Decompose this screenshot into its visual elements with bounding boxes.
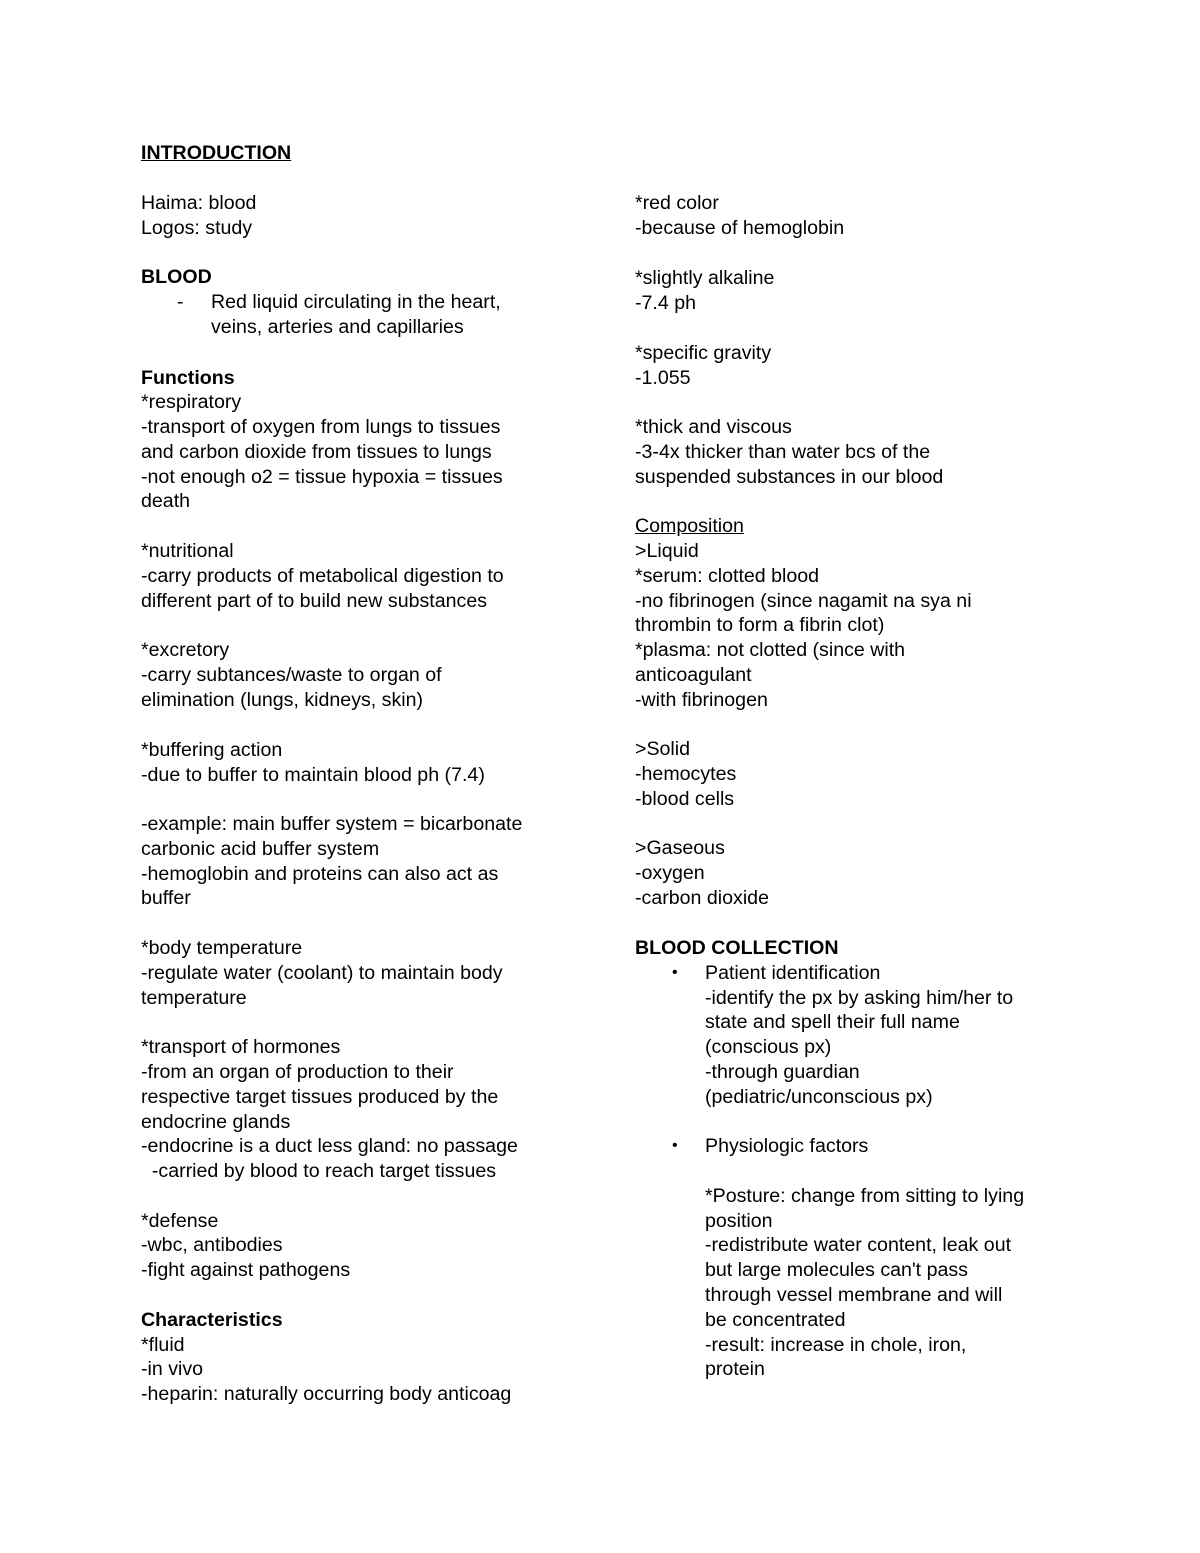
physio-line: through vessel membrane and will (705, 1284, 1003, 1306)
buffer-example-line: -example: main buffer system = bicarbonate (141, 813, 523, 835)
physio-line: protein (705, 1358, 765, 1380)
liquid-line: *plasma: not clotted (since with (635, 639, 906, 661)
patient-id-line: (conscious px) (705, 1036, 832, 1058)
hormones-line: -carried by blood to reach target tissues (141, 1160, 497, 1182)
gaseous-line: -oxygen (635, 862, 705, 884)
hormones-line: respective target tissues produced by the (141, 1086, 499, 1108)
hormones-line: -from an organ of production to their (141, 1061, 454, 1083)
nutritional-line: *nutritional (141, 540, 234, 562)
respiratory-line: *respiratory (141, 391, 242, 413)
solid-line: >Solid (635, 738, 691, 760)
viscous-line: suspended substances in our blood (635, 466, 944, 488)
buffer-example-line: carbonic acid buffer system (141, 838, 380, 860)
patient-id-line: -identify the px by asking him/her to (705, 987, 1014, 1009)
liquid-line: anticoagulant (635, 664, 752, 686)
haima-definition: Haima: blood (141, 192, 257, 214)
liquid-line: -with fibrinogen (635, 689, 768, 711)
nutritional-line: -carry products of metabolical digestion to (141, 565, 504, 587)
heading-introduction: INTRODUCTION (141, 142, 292, 164)
liquid-line: >Liquid (635, 540, 699, 562)
viscous-line: *thick and viscous (635, 416, 792, 438)
buffer-example-line: buffer (141, 887, 191, 909)
heading-blood-collection: BLOOD COLLECTION (635, 937, 839, 959)
hormones-line: endocrine glands (141, 1111, 291, 1133)
heading-functions: Functions (141, 367, 235, 389)
gaseous-line: >Gaseous (635, 837, 725, 859)
defense-line: *defense (141, 1210, 219, 1232)
hormones-line: *transport of hormones (141, 1036, 341, 1058)
temperature-line: *body temperature (141, 937, 303, 959)
patient-id-line: -through guardian (705, 1061, 860, 1083)
solid-line: -hemocytes (635, 763, 737, 785)
temperature-line: temperature (141, 987, 247, 1009)
excretory-line: *excretory (141, 639, 230, 661)
hormones-line: -endocrine is a duct less gland: no passage (141, 1135, 518, 1157)
physio-line: -redistribute water content, leak out (705, 1234, 1012, 1256)
respiratory-line: -transport of oxygen from lungs to tissues (141, 416, 501, 438)
fluid-line: *fluid (141, 1334, 185, 1356)
excretory-line: -carry subtances/waste to organ of (141, 664, 442, 686)
fluid-line: -in vivo (141, 1358, 204, 1380)
heading-blood: BLOOD (141, 266, 212, 288)
defense-line: -fight against pathogens (141, 1259, 351, 1281)
respiratory-line: -not enough o2 = tissue hypoxia = tissues (141, 466, 503, 488)
blood-def-dash: - (177, 291, 184, 313)
red-color-line: -because of hemoglobin (635, 217, 845, 239)
physio-line: *Posture: change from sitting to lying (705, 1185, 1025, 1207)
defense-line: -wbc, antibodies (141, 1234, 283, 1256)
patient-id-line: (pediatric/unconscious px) (705, 1086, 933, 1108)
logos-definition: Logos: study (141, 217, 253, 239)
buffering-line: -due to buffer to maintain blood ph (7.4) (141, 764, 485, 786)
respiratory-line: and carbon dioxide from tissues to lungs (141, 441, 492, 463)
fluid-line: -heparin: naturally occurring body anticoag (141, 1383, 512, 1405)
gaseous-line: -carbon dioxide (635, 887, 769, 909)
buffer-example-line: -hemoglobin and proteins can also act as (141, 863, 499, 885)
gravity-line: -1.055 (635, 367, 691, 389)
physio-line: -result: increase in chole, iron, (705, 1334, 967, 1356)
patient-id-line: state and spell their full name (705, 1011, 960, 1033)
physio-line: position (705, 1210, 773, 1232)
heading-characteristics: Characteristics (141, 1309, 283, 1331)
bullet-icon: • (672, 964, 678, 981)
solid-line: -blood cells (635, 788, 735, 810)
nutritional-line: different part of to build new substances (141, 590, 488, 612)
buffering-line: *buffering action (141, 739, 283, 761)
physio-line: but large molecules can't pass (705, 1259, 968, 1281)
alkaline-line: *slightly alkaline (635, 267, 775, 289)
liquid-line: thrombin to form a fibrin clot) (635, 614, 885, 636)
alkaline-line: -7.4 ph (635, 292, 697, 314)
physiologic-factors-title: Physiologic factors (705, 1135, 869, 1157)
viscous-line: -3-4x thicker than water bcs of the (635, 441, 931, 463)
blood-def-line: Red liquid circulating in the heart, (211, 291, 501, 313)
physio-line: be concentrated (705, 1309, 846, 1331)
red-color-line: *red color (635, 192, 719, 214)
respiratory-line: death (141, 490, 191, 512)
excretory-line: elimination (lungs, kidneys, skin) (141, 689, 424, 711)
blood-def-line: veins, arteries and capillaries (211, 316, 464, 338)
liquid-line: -no fibrinogen (since nagamit na sya ni (635, 590, 972, 612)
bullet-icon: • (672, 1137, 678, 1154)
temperature-line: -regulate water (coolant) to maintain body (141, 962, 503, 984)
heading-composition: Composition (635, 515, 744, 537)
patient-id-line: Patient identification (705, 962, 881, 984)
liquid-line: *serum: clotted blood (635, 565, 820, 587)
gravity-line: *specific gravity (635, 342, 772, 364)
